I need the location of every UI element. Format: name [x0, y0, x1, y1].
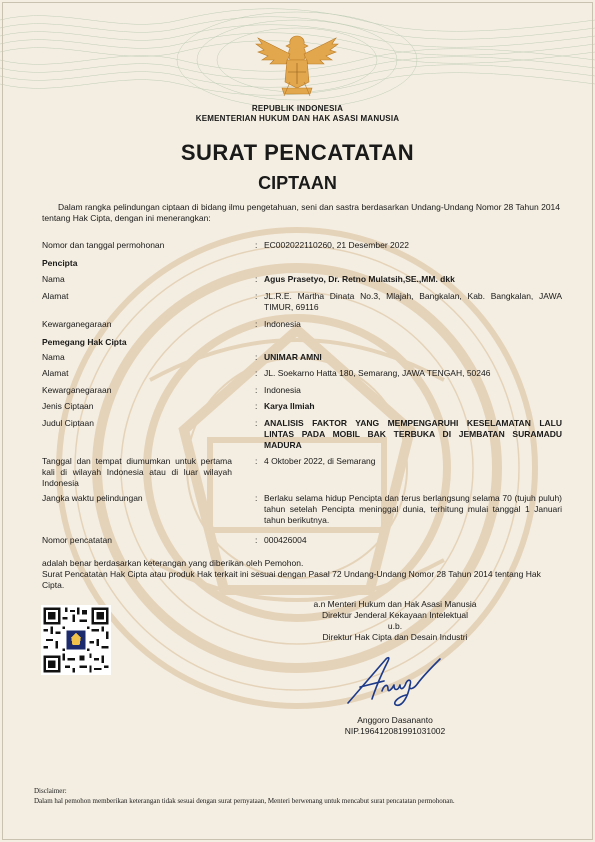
pencipta-nama-value: Agus Prasetyo, Dr. Retno Mulatsih,SE.,MM. dkk — [264, 274, 455, 284]
signatory-identity — [270, 715, 520, 737]
signatory-block — [270, 599, 520, 643]
signatory-line-2: Direktur Jenderal Kekayaan Intelektual — [322, 610, 468, 620]
field-label: Nomor dan tanggal permohonan — [42, 240, 165, 250]
signatory-line-3: u.b. — [387, 621, 403, 631]
application-value: EC002022110260, 21 Desember 2022 — [264, 240, 409, 250]
field-label: Alamat — [42, 368, 69, 378]
field-label: Judul Ciptaan — [42, 418, 94, 428]
field-label: Alamat — [42, 291, 69, 301]
garuda-emblem-icon — [252, 30, 342, 102]
pemegang-nama-value: UNIMAR AMNI — [264, 352, 322, 362]
disclaimer-text: Dalam hal pemohon memberikan keterangan tidak sesuai dengan surat pernyataan, Menteri berwenang untuk mencabut surat pencatatan permohonan. — [34, 797, 455, 805]
pencipta-alamat-value: JL.R.E. Martha Dinata No.3, Mlajah, Bangkalan, Kab. Bangkalan, JAWA TIMUR, 69116 — [264, 291, 562, 312]
document-subtitle: CIPTAAN — [258, 173, 337, 193]
pencipta-kewarganegaraan-value: Indonesia — [264, 319, 301, 329]
field-colon: : — [255, 535, 258, 545]
signatory-name: Anggoro Dasananto — [357, 715, 433, 725]
pemegang-kewarganegaraan-value: Indonesia — [264, 385, 301, 395]
field-colon: : — [255, 368, 258, 378]
pemegang-heading: Pemegang Hak Cipta — [42, 337, 127, 347]
closing-line-2: Surat Pencatatan Hak Cipta atau produk Hak terkait ini sesuai dengan Pasal 72 Undang-Undang Nomor 28 Tahun 2014 tentang Hak Cipta. — [42, 569, 541, 590]
pemegang-alamat-value: JL. Soekarno Hatta 180, Semarang, JAWA TENGAH, 50246 — [264, 368, 491, 378]
document-title: SURAT PENCATATAN — [180, 140, 415, 165]
handwritten-signature — [340, 645, 450, 715]
field-colon: : — [255, 319, 258, 329]
nomor-pencatatan-value: 000426004 — [264, 535, 307, 545]
field-label: Tanggal dan tempat diumumkan untuk pertama kali di wilayah Indonesia atau di luar wilayah Indonesia — [42, 456, 232, 488]
field-label: Nomor pencatatan — [42, 535, 112, 545]
closing-statement — [42, 558, 562, 591]
signatory-nip: NIP.196412081991031002 — [344, 726, 446, 736]
field-label: Kewarganegaraan — [42, 319, 112, 329]
tanggal-diumumkan-value: 4 Oktober 2022, di Semarang — [264, 456, 376, 466]
disclaimer — [34, 786, 574, 806]
field-colon: : — [255, 456, 258, 466]
jenis-ciptaan-value: Karya Ilmiah — [264, 401, 315, 411]
ministry-heading: KEMENTERIAN HUKUM DAN HAK ASASI MANUSIA — [195, 114, 400, 123]
qr-code-icon — [41, 605, 111, 675]
field-colon: : — [255, 385, 258, 395]
closing-line-1: adalah benar berdasarkan keterangan yang diberikan oleh Pemohon. — [42, 558, 304, 568]
signatory-line-4: Direktur Hak Cipta dan Desain Industri — [322, 632, 468, 642]
disclaimer-heading: Disclaimer: — [34, 787, 67, 795]
field-label: Jangka waktu pelindungan — [42, 493, 143, 503]
field-colon: : — [255, 352, 258, 362]
country-heading: REPUBLIK INDONESIA — [251, 104, 344, 113]
field-colon: : — [255, 418, 258, 428]
field-label: Jenis Ciptaan — [42, 401, 94, 411]
field-colon: : — [255, 274, 258, 284]
jangka-waktu-value: Berlaku selama hidup Pencipta dan terus berlangsung selama 70 (tujuh puluh) tahun setelah Pencipta meninggal dunia, terhitung mulai tanggal 1 Januari tahun berikutnya. — [264, 493, 562, 525]
field-colon: : — [255, 493, 258, 503]
intro-paragraph: Dalam rangka pelindungan ciptaan di bidang ilmu pengetahuan, seni dan sastra berdasarkan Undang-Undang Nomor 28 Tahun 2014 tentang Hak Cipta, dengan ini menerangkan: — [42, 202, 560, 223]
field-label: Nama — [42, 274, 65, 284]
signatory-line-1: a.n Menteri Hukum dan Hak Asasi Manusia — [313, 599, 477, 609]
judul-ciptaan-value: ANALISIS FAKTOR YANG MEMPENGARUHI KESELAMATAN LALU LINTAS PADA MOBIL BAK TERBUKA DI JEMBATAN SURAMADU MADURA — [264, 418, 562, 450]
field-label: Kewarganegaraan — [42, 385, 112, 395]
field-label: Nama — [42, 352, 65, 362]
field-colon: : — [255, 291, 258, 301]
field-colon: : — [255, 240, 258, 250]
pencipta-heading: Pencipta — [42, 258, 78, 268]
field-colon: : — [255, 401, 258, 411]
